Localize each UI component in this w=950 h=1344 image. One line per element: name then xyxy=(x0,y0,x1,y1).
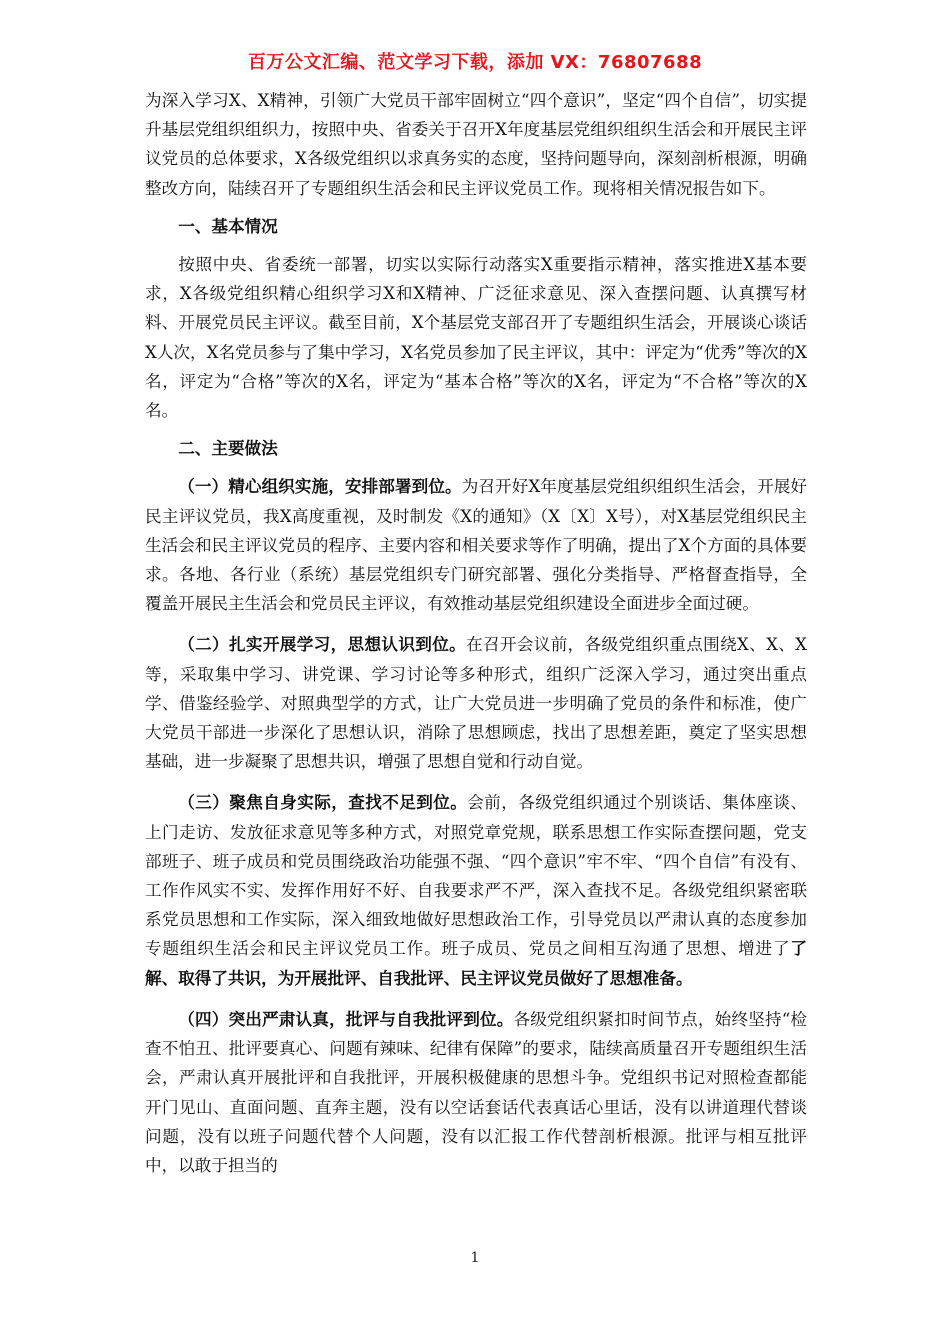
watermark-header: 百万公文汇编、范文学习下载，添加 VX：76807688 xyxy=(247,52,703,73)
practice-lead-3: （三）聚焦自身实际，查找不足到位。 xyxy=(178,793,468,813)
practice-body-4: 各级党组织紧扣时间节点，始终坚持“检查不怕丑、批评要真心、问题有辣味、纪律有保障”的要求，陆续高质量召开专题组织生活会，严肃认真开展批评和自我批评，开展积极健康的思想斗争。党组织书记对照检查都能开门见山、直面问题、直奔主题，没有以空话套话代表真话心里话，没有以讲道理代替谈问题，没有以班子问题代替个人问题，没有以汇报工作代替剖析根源。批评与相互批评中，以敢于担当的 xyxy=(145,1009,807,1175)
practice-paragraph-1 xyxy=(145,472,807,618)
practice-lead-1: （一）精心组织实施，安排部署到位。 xyxy=(178,477,462,497)
practice-lead-2: （二）扎实开展学习，思想认识到位。 xyxy=(178,635,467,655)
section-heading-practices: 二、主要做法 xyxy=(178,439,278,459)
practice-paragraph-3 xyxy=(145,788,807,992)
practice-tail-3: 了解、取得了共识，为开展批评、自我批评、民主评议党员做好了思想准备。 xyxy=(145,939,807,988)
practice-lead-4: （四）突出严肃认真，批评与自我批评到位。 xyxy=(178,1009,514,1029)
section-heading-basic: 一、基本情况 xyxy=(178,216,278,236)
practice-paragraph-4 xyxy=(145,1005,807,1180)
document-body xyxy=(145,86,807,1180)
practice-body-2: 在召开会议前，各级党组织重点围绕X、X、X等，采取集中学习、讲党课、学习讨论等多种形式，组织广泛深入学习，通过突出重点学、借鉴经验学、对照典型学的方式，让广大党员进一步明确了党员的条件和标准，使广大党员干部进一步深化了思想认识，消除了思想顾虑，找出了思想差距，奠定了坚实思想基础，进一步凝聚了思想共识，增强了思想自觉和行动自觉。 xyxy=(145,635,807,772)
basic-paragraph: 按照中央、省委统一部署，切实以实际行动落实X重要指示精神，落实推进X基本要求，X各级党组织精心组织学习X和X精神、广泛征求意见、深入查摆问题、认真撰写材料、开展党员民主评议。截至目前，X个基层党支部召开了专题组织生活会，开展谈心谈话X人次，X名党员参与了集中学习，X名党员参加了民主评议，其中：评定为“优秀”等次的X名，评定为“合格”等次的X名，评定为“基本合格”等次的X名，评定为“不合格”等次的X名。 xyxy=(145,255,807,421)
page-number: 1 xyxy=(470,1250,480,1266)
practice-paragraph-2 xyxy=(145,630,807,776)
practice-body-3: 会前，各级党组织通过个别谈话、集体座谈、上门走访、发放征求意见等多种方式，对照党章党规，联系思想工作实际查摆问题，党支部班子、班子成员和党员围绕政治功能强不强、“四个意识”牢不牢、“四个自信”有没有、工作作风实不实、发挥作用好不好、自我要求严不严，深入查找不足。各级党组织紧密联系党员思想和工作实际，深入细致地做好思想政治工作，引导党员以严肃认真的态度参加专题组织生活会和民主评议党员工作。班子成员、党员之间相互沟通了思想、增进了 xyxy=(145,793,808,959)
practice-body-1: 为召开好X年度基层党组织组织生活会，开展好民主评议党员，我X高度重视，及时制发《X的通知》（X〔X〕X号），对X基层党组织民主生活会和民主评议党员的程序、主要内容和相关要求等作了明确，提出了X个方面的具体要求。各地、各行业（系统）基层党组织专门研究部署、强化分类指导、严格督查指导，全覆盖开展民主生活会和党员民主评议，有效推动基层党组织建设全面进步全面过硬。 xyxy=(145,477,808,614)
intro-paragraph: 为深入学习X、X精神，引领广大党员干部牢固树立“四个意识”，坚定“四个自信”，切实提升基层党组织组织力，按照中央、省委关于召开X年度基层党组织组织生活会和开展民主评议党员的总体要求，X各级党组织以求真务实的态度，坚持问题导向，深刻剖析根源，明确整改方向，陆续召开了专题组织生活会和民主评议党员工作。现将相关情况报告如下。 xyxy=(145,91,807,198)
